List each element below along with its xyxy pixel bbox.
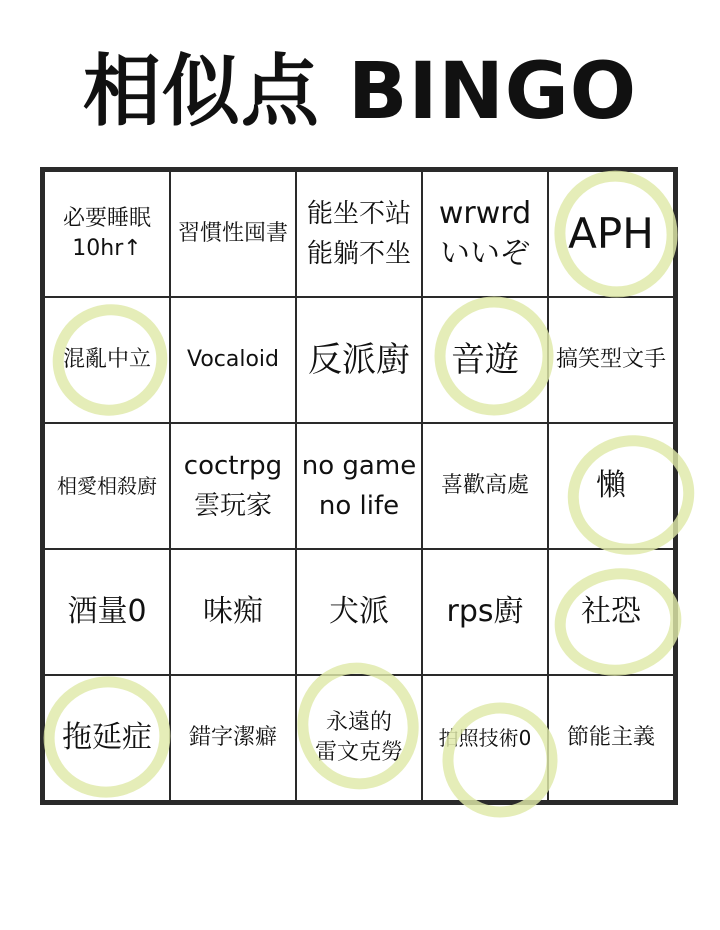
bingo-cell-label: 反派廚: [308, 340, 410, 380]
bingo-cell-13[interactable]: [296, 423, 422, 549]
bingo-cell-20[interactable]: [548, 549, 674, 675]
bingo-cell-label: 相愛相殺廚: [57, 474, 157, 498]
bingo-cell-14[interactable]: [422, 423, 548, 549]
bingo-board: [40, 167, 678, 805]
page-title: 相似点 BINGO: [82, 47, 638, 137]
bingo-cell-label: 犬派: [329, 594, 389, 629]
bingo-cell-label: 味痴: [203, 594, 263, 629]
bingo-cell-label: 懶: [596, 468, 626, 503]
bingo-cell-6[interactable]: [44, 297, 170, 423]
bingo-cell-label: 能坐不站 能躺不坐: [306, 199, 411, 269]
bingo-cell-10[interactable]: [548, 297, 674, 423]
bingo-cell-4[interactable]: [422, 171, 548, 297]
bingo-cell-17[interactable]: [170, 549, 296, 675]
bingo-cell-label: 酒量0: [67, 594, 147, 629]
bingo-cell-label: 喜歡高處: [440, 473, 529, 498]
bingo-cell-18[interactable]: [296, 549, 422, 675]
bingo-cell-25[interactable]: [548, 675, 674, 801]
bingo-cell-15[interactable]: [548, 423, 674, 549]
bingo-cell-label: 拍照技術0: [438, 726, 532, 750]
bingo-cell-label: 社恐: [581, 594, 641, 629]
bingo-cell-12[interactable]: [170, 423, 296, 549]
bingo-cell-8[interactable]: [296, 297, 422, 423]
bingo-cell-label: Vocaloid: [186, 347, 280, 372]
bingo-cell-label: 錯字潔癖: [188, 725, 277, 750]
bingo-cell-label: 拖延症: [62, 720, 152, 755]
bingo-cell-24[interactable]: [422, 675, 548, 801]
bingo-cell-16[interactable]: [44, 549, 170, 675]
bingo-cell-label: 音遊: [451, 340, 519, 380]
bingo-cell-9[interactable]: [422, 297, 548, 423]
bingo-cell-2[interactable]: [170, 171, 296, 297]
bingo-cell-11[interactable]: [44, 423, 170, 549]
bingo-cell-label: 節能主義: [566, 725, 655, 750]
bingo-cell-label: 必要睡眠 10hr↑: [62, 206, 151, 261]
bingo-cell-label: 習慣性囤書: [177, 221, 288, 246]
bingo-cell-label: 搞笑型文手: [555, 347, 666, 372]
bingo-cell-22[interactable]: [170, 675, 296, 801]
bingo-cell-23[interactable]: [296, 675, 422, 801]
bingo-cell-19[interactable]: [422, 549, 548, 675]
bingo-cell-label: coctrpg 雲玩家: [183, 451, 283, 521]
bingo-cell-3[interactable]: [296, 171, 422, 297]
bingo-cell-label: APH: [568, 209, 654, 258]
bingo-cell-label: rps廚: [446, 594, 524, 629]
bingo-cell-21[interactable]: [44, 675, 170, 801]
bingo-cell-1[interactable]: [44, 171, 170, 297]
bingo-cell-label: no game no life: [301, 451, 417, 521]
bingo-cell-7[interactable]: [170, 297, 296, 423]
bingo-cell-5[interactable]: [548, 171, 674, 297]
bingo-cell-label: 混亂中立: [62, 347, 151, 372]
bingo-cell-label: wrwrd いいぞ: [438, 196, 532, 271]
bingo-cell-label: 永遠的 雷文克勞: [314, 710, 403, 765]
